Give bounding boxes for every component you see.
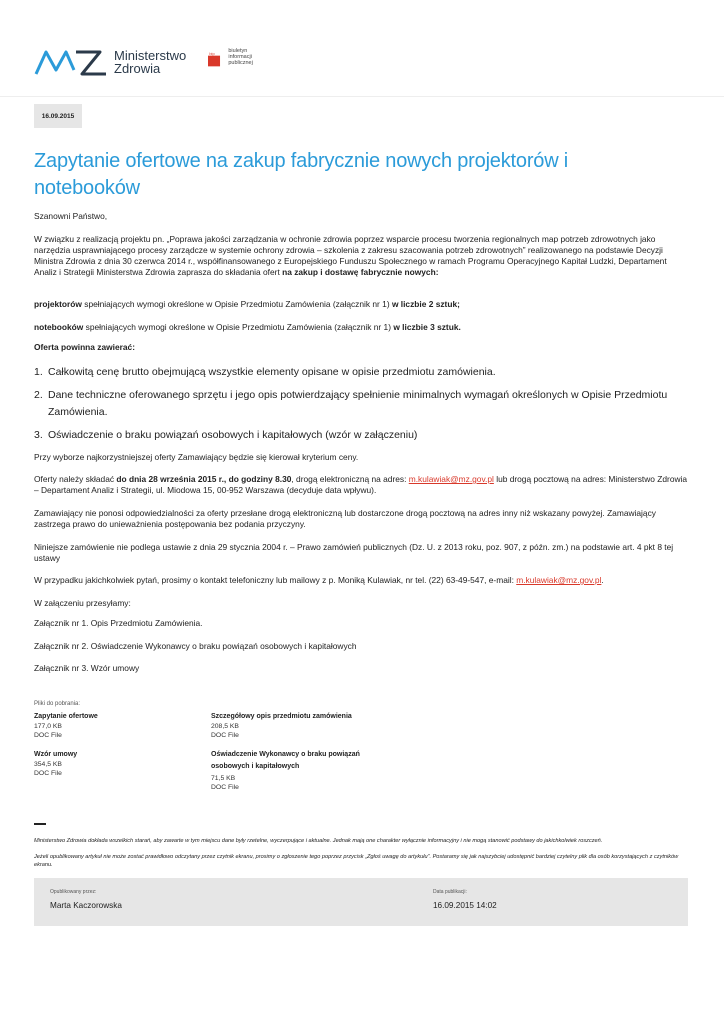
accessibility-note: Jeżeli opublikowany artykuł nie może zostać prawidłowo odczytany przez czytnik ekranu, prosimy o zgłoszenie tego poprzez przycisk „Zgłoś uwagę do artykułu”. Postaramy się jak najszybciej udostępnić bardziej czytelny plik dla osób korzystających z czytników ekranu.	[34, 854, 679, 868]
offer-heading	[34, 342, 688, 353]
file-name[interactable]: Wzór umowy	[34, 751, 78, 758]
file-type: DOC File	[34, 732, 62, 739]
item-notebooks	[34, 322, 688, 333]
file-type: DOC File	[211, 784, 239, 791]
offer-list-num: 2.	[34, 389, 43, 401]
file-download[interactable]	[34, 712, 204, 740]
footer-divider	[34, 823, 46, 825]
files-label: Pliki do pobrania:	[34, 701, 81, 707]
file-type: DOC File	[34, 770, 62, 777]
attachment-item: Załącznik nr 3. Wzór umowy	[34, 663, 140, 673]
deadline-text-c: lub drogą pocztową na adres: Ministerstwo Zdrowia – Departament Analiz i Strategii, ul. Miodowa 15, 00-952 Warszawa (decyduje data wpływu).	[34, 474, 688, 495]
offer-heading-text: Oferta powinna zawierać:	[34, 342, 135, 352]
deadline-date: do dnia 28 września 2015 r., do godziny 8.30	[116, 474, 292, 484]
bip-logo-icon	[208, 48, 225, 70]
offer-list-text: Oświadczenie o braku powiązań osobowych i kapitałowych (wzór w załączeniu)	[48, 429, 418, 441]
file-size: 208,5 KB	[211, 723, 239, 730]
file-download[interactable]	[34, 750, 204, 778]
attachments-intro: W załączeniu przesyłamy:	[34, 598, 131, 608]
deadline-text-b: , drogą elektroniczną na adres:	[291, 474, 409, 484]
publication-date-label: Data publikacji:	[433, 889, 467, 895]
file-size: 354,5 KB	[34, 761, 62, 768]
intro-bold: na zakup i dostawę fabrycznie nowych:	[282, 267, 439, 277]
file-name[interactable]: Zapytanie ofertowe	[34, 713, 98, 720]
item-projectors-qty: w liczbie 2 sztuk;	[391, 299, 460, 309]
item-projectors-desc: spełniających wymogi określone w Opisie Przedmiotu Zamówienia (załącznik nr 1)	[81, 299, 392, 309]
deadline-text-a: Oferty należy składać	[34, 474, 117, 484]
offer-list-num: 3.	[34, 429, 43, 441]
contact-paragraph	[34, 575, 688, 586]
ministry-logo[interactable]	[34, 48, 186, 76]
item-notebooks-desc: spełniających wymogi określone w Opisie Przedmiotu Zamówienia (załącznik nr 1)	[83, 322, 394, 332]
file-name[interactable]: Oświadczenie Wykonawcy o braku powiązań	[211, 751, 360, 758]
item-notebooks-qty: w liczbie 3 sztuk.	[393, 322, 461, 332]
intro-text: W związku z realizacją projektu pn. „Poprawa jakości zarządzania w ochronie zdrowia poprzez wsparcie procesu tworzenia regionalnych map potrzeb zdrowotnych jako narzędzia usprawniającego procesy zarządcze w systemie ochrony zdrowia – szkolenia z zakresu szacowania potrzeb zdrowotnych” realizowanego na podstawie Decyzji Ministra Zdrowia z dnia 30 czerwca 2014 r., współfinansowanego z Europejskiego Funduszu Społecznego w ramach Programu Operacyjnego Kapitał Ludzki, Departament Analiz i Strategii Ministerstwa Zdrowia zaprasza do składania ofert	[34, 234, 667, 277]
ministry-name-line1: Ministerstwo	[114, 48, 187, 63]
item-notebooks-name: notebooków	[34, 322, 84, 332]
intro-paragraph	[34, 234, 688, 278]
attachment-item: Załącznik nr 2. Oświadczenie Wykonawcy o braku powiązań osobowych i kapitałowych	[34, 641, 357, 651]
bip-text-line2: informacji publicznej	[228, 54, 253, 66]
publication-date: 16.09.2015 14:02	[433, 901, 497, 910]
liability-paragraph: Zamawiający nie ponosi odpowiedzialności za oferty przesłane drogą elektroniczną lub dostarczone drogą pocztową na adres inny niż wskazany powyżej. Zamawiający zastrzega prawo do unieważnienia postępowania bez podania przyczyny.	[34, 508, 656, 529]
header-divider	[0, 96, 724, 97]
bip-badge: bip	[209, 50, 215, 56]
greeting: Szanowni Państwo,	[34, 211, 108, 221]
file-name-cont[interactable]: osobowych i kapitałowych	[211, 763, 300, 770]
file-type: DOC File	[211, 732, 239, 739]
contact-email-link[interactable]: m.kulawiak@mz.gov.pl	[516, 575, 602, 585]
law-paragraph: Niniejsze zamówienie nie podlega ustawie z dnia 29 stycznia 2004 r. – Prawo zamówień publicznych (Dz. U. z 2013 roku, poz. 907, z późn. zm.) na podstawie art. 4 pkt 8 tej ustawy	[34, 542, 674, 563]
ministry-name	[114, 49, 186, 75]
offer-list-item	[34, 427, 694, 444]
email-link[interactable]: m.kulawiak@mz.gov.pl	[408, 474, 494, 484]
attachment-item: Załącznik nr 1. Opis Przedmiotu Zamówienia.	[34, 618, 203, 628]
disclaimer-note: Ministerstwo Zdrowia dokłada wszelkich starań, aby zawarte w tym miejscu dane były rzetelne, wyczerpujące i aktualne. Jednak mają one charakter wyłącznie informacyjny i nie mogą stanowić podstawy do jakichkolwiek roszczeń.	[34, 838, 603, 844]
published-by: Marta Kaczorowska	[50, 901, 122, 910]
criterion-paragraph: Przy wyborze najkorzystniejszej oferty Zamawiający będzie się kierował kryterium ceny.	[34, 452, 359, 462]
file-download[interactable]	[211, 750, 381, 792]
offer-list-item	[34, 364, 694, 381]
offer-list-num: 1.	[34, 366, 43, 378]
item-projectors	[34, 299, 688, 310]
bip-text-line1: biuletyn	[228, 48, 248, 54]
item-projectors-name: projektorów	[34, 299, 82, 309]
file-download[interactable]	[211, 712, 381, 740]
article-date: 16.09.2015	[34, 104, 82, 128]
file-name[interactable]: Szczegółowy opis przedmiotu zamówienia	[211, 713, 352, 720]
file-size: 177,0 KB	[34, 723, 62, 730]
mz-logo-icon	[34, 48, 108, 76]
file-size: 71,5 KB	[211, 775, 236, 782]
page-title: Zapytanie ofertowe na zakup fabrycznie nowych projektorów i notebooków	[34, 150, 569, 199]
bip-logo[interactable]	[208, 48, 261, 70]
publication-info	[34, 878, 688, 926]
contact-end: .	[601, 575, 604, 585]
offer-list-item	[34, 387, 694, 421]
offer-list-text: Dane techniczne oferowanego sprzętu i jego opis potwierdzający spełnienie minimalnych wymagań określonych w Opisie Przedmiotu Zamówienia.	[48, 389, 668, 418]
deadline-paragraph	[34, 474, 688, 496]
bip-text	[228, 48, 261, 66]
offer-list-text: Całkowitą cenę brutto obejmującą wszystkie elementy opisane w opisie przedmiotu zamówienia.	[48, 366, 496, 378]
site-header	[34, 44, 253, 80]
contact-text: W przypadku jakichkolwiek pytań, prosimy o kontakt telefoniczny lub mailowy z p. Moniką Kulawiak, nr tel. (22) 63-49-547, e-mail:	[34, 575, 517, 585]
published-by-label: Opublikowany przez:	[50, 889, 97, 895]
ministry-name-line2: Zdrowia	[114, 61, 161, 76]
